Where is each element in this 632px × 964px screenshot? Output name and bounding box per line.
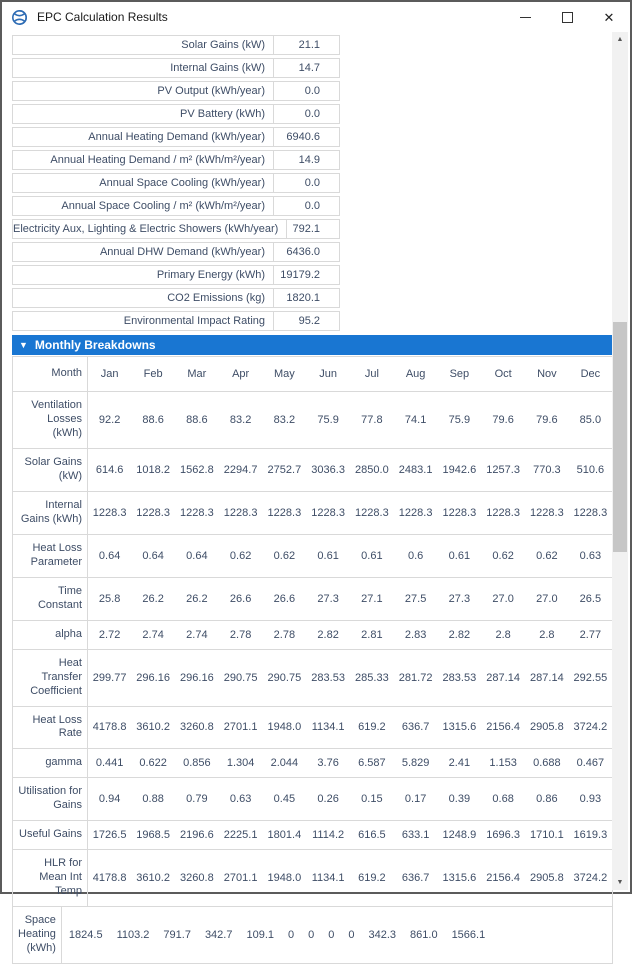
monthly-cell: 0.79 — [186, 793, 208, 806]
monthly-row-label: Heat Loss Parameter — [13, 534, 88, 577]
summary-row-label: Electricity Aux, Lighting & Electric Showers (kWh/year) — [13, 223, 279, 235]
monthly-cell: 1968.5 — [136, 829, 170, 842]
summary-row-value: 0.0 — [304, 108, 320, 120]
summary-table — [12, 35, 613, 331]
monthly-row-label: Heat Loss Rate — [13, 706, 88, 749]
monthly-cell: 0 — [348, 929, 355, 942]
monthly-cell: 0.94 — [98, 793, 121, 806]
title-bar[interactable] — [2, 2, 630, 32]
summary-row-label: CO2 Emissions (kg) — [167, 292, 265, 304]
monthly-cell: 0.26 — [317, 793, 339, 806]
monthly-cell: 616.5 — [358, 829, 386, 842]
monthly-cell: 2850.0 — [355, 463, 389, 476]
monthly-cell: 26.6 — [273, 592, 296, 605]
monthly-cell: 0.63 — [579, 549, 602, 562]
month-header: Jan — [100, 367, 119, 380]
monthly-cell: 2.8 — [539, 628, 555, 641]
monthly-cell: 1566.1 — [451, 929, 486, 942]
collapse-icon: ▼ — [19, 340, 28, 350]
month-header: Nov — [537, 367, 557, 380]
monthly-row-label: Heat Transfer Coefficient — [13, 649, 88, 706]
monthly-cell: 0.86 — [536, 793, 558, 806]
scroll-down-icon: ▼ — [616, 879, 624, 886]
monthly-row-label: gamma — [13, 749, 88, 778]
monthly-cell: 79.6 — [492, 413, 514, 426]
close-icon: ✕ — [603, 9, 615, 25]
monthly-cell: 4178.8 — [92, 872, 127, 885]
summary-row-value: 14.7 — [298, 62, 320, 74]
space-heating-table — [12, 907, 613, 964]
monthly-cell: 0.64 — [186, 549, 208, 562]
monthly-cell: 79.6 — [536, 413, 558, 426]
monthly-cell: 1103.2 — [116, 929, 150, 942]
monthly-cell: 26.2 — [186, 592, 208, 605]
month-header: Mar — [187, 367, 207, 380]
summary-row-value: 19179.2 — [280, 269, 320, 281]
monthly-row-label: Time Constant — [13, 577, 88, 620]
monthly-cell: 83.2 — [273, 413, 296, 426]
summary-row-label: Internal Gains (kW) — [170, 62, 265, 74]
monthly-cell: 1726.5 — [92, 829, 127, 842]
monthly-cell: 4178.8 — [92, 721, 127, 734]
summary-row-label: Environmental Impact Rating — [123, 315, 265, 327]
monthly-cell: 1824.5 — [68, 929, 103, 942]
monthly-cell: 2.74 — [186, 628, 208, 641]
monthly-cell: 88.6 — [142, 413, 164, 426]
monthly-row-label: Useful Gains — [13, 821, 88, 850]
monthly-cell: 1228.3 — [442, 506, 477, 519]
monthly-cell: 74.1 — [404, 413, 427, 426]
monthly-cell: 2752.7 — [267, 463, 302, 476]
monthly-cell: 0.39 — [448, 793, 471, 806]
monthly-cell: 290.75 — [267, 671, 302, 684]
monthly-cell: 1228.3 — [530, 506, 564, 519]
summary-row-label: PV Output (kWh/year) — [157, 85, 265, 97]
monthly-cell: 27.0 — [492, 592, 514, 605]
section-title: Monthly Breakdowns — [34, 338, 156, 352]
monthly-cell: 85.0 — [579, 413, 602, 426]
summary-row — [12, 58, 340, 78]
monthly-cell: 292.55 — [573, 671, 608, 684]
monthly-cell: 1228.3 — [267, 506, 302, 519]
monthly-cell: 0.62 — [536, 549, 558, 562]
monthly-cell: 0.62 — [273, 549, 296, 562]
window-title: EPC Calculation Results — [37, 10, 168, 24]
monthly-row — [13, 620, 613, 649]
monthly-row-label: Ventilation Losses (kWh) — [13, 391, 88, 448]
monthly-cell: 77.8 — [361, 413, 383, 426]
monthly-row — [13, 749, 613, 778]
summary-row-label: PV Battery (kWh) — [180, 108, 265, 120]
monthly-cell: 1619.3 — [573, 829, 608, 842]
monthly-cell: 0.64 — [98, 549, 121, 562]
monthly-cell: 2.8 — [495, 628, 511, 641]
monthly-cell: 27.1 — [361, 592, 383, 605]
month-corner-label: Month — [13, 357, 88, 392]
monthly-cell: 3610.2 — [136, 721, 170, 734]
monthly-cell: 636.7 — [401, 721, 430, 734]
monthly-row — [13, 448, 613, 491]
monthly-cell: 614.6 — [95, 463, 124, 476]
summary-row-value: 0.0 — [304, 85, 320, 97]
summary-row — [12, 311, 340, 331]
monthly-cell: 2225.1 — [223, 829, 258, 842]
summary-row-value: 95.2 — [298, 315, 320, 327]
monthly-cell: 0.61 — [361, 549, 383, 562]
scroll-up-icon: ▲ — [616, 36, 624, 43]
monthly-row-label: Internal Gains (kWh) — [13, 491, 88, 534]
monthly-cell: 2905.8 — [530, 721, 564, 734]
summary-row-label: Primary Energy (kWh) — [156, 269, 265, 281]
monthly-cell: 1228.3 — [355, 506, 389, 519]
maximize-icon — [562, 12, 573, 23]
summary-row-value: 6940.6 — [286, 131, 320, 143]
monthly-cell: 510.6 — [576, 463, 605, 476]
monthly-cell: 0.467 — [576, 757, 605, 770]
vertical-scrollbar[interactable] — [612, 32, 628, 890]
month-header: Jun — [319, 367, 337, 380]
monthly-cell: 1228.3 — [486, 506, 520, 519]
monthly-cell: 1942.6 — [442, 463, 477, 476]
monthly-cell: 285.33 — [355, 671, 389, 684]
monthly-row-label: Space Heating (kWh) — [13, 907, 62, 963]
monthly-cell: 619.2 — [358, 872, 386, 885]
summary-row — [12, 219, 340, 239]
monthly-cell: 3724.2 — [573, 721, 608, 734]
monthly-table — [12, 356, 613, 907]
month-header: Oct — [494, 367, 512, 380]
monthly-cell: 0.6 — [407, 549, 424, 562]
monthly-cell: 0.62 — [229, 549, 252, 562]
summary-row-label: Annual Space Cooling / m² (kWh/m²/year) — [61, 200, 265, 212]
monthly-cell: 27.3 — [448, 592, 471, 605]
monthly-cell: 1228.3 — [180, 506, 214, 519]
monthly-cell: 791.7 — [163, 929, 191, 942]
monthly-row — [13, 391, 613, 448]
monthly-cell: 299.77 — [92, 671, 127, 684]
monthly-cell: 0 — [308, 929, 315, 942]
monthly-cell: 109.1 — [246, 929, 274, 942]
monthly-cell: 1134.1 — [311, 872, 345, 885]
monthly-cell: 2.77 — [579, 628, 602, 641]
monthly-cell: 0.88 — [142, 793, 164, 806]
monthly-cell: 27.3 — [317, 592, 339, 605]
monthly-cell: 0.63 — [229, 793, 252, 806]
monthly-breakdowns-header[interactable] — [12, 335, 613, 355]
summary-row-label: Annual Space Cooling (kWh/year) — [99, 177, 265, 189]
monthly-cell: 1315.6 — [442, 872, 477, 885]
monthly-cell: 0.61 — [448, 549, 471, 562]
monthly-cell: 2701.1 — [223, 721, 258, 734]
monthly-cell: 1228.3 — [92, 506, 127, 519]
monthly-cell: 3724.2 — [573, 872, 608, 885]
monthly-row — [13, 534, 613, 577]
maximize-button[interactable] — [546, 2, 588, 32]
monthly-cell: 283.53 — [442, 671, 477, 684]
summary-row — [12, 81, 340, 101]
summary-row — [12, 173, 340, 193]
monthly-cell: 1562.8 — [180, 463, 214, 476]
monthly-cell: 26.5 — [579, 592, 602, 605]
summary-row-value: 0.0 — [304, 200, 320, 212]
monthly-cell: 1315.6 — [442, 721, 477, 734]
month-header: Apr — [232, 367, 250, 380]
monthly-cell: 2.82 — [448, 628, 471, 641]
summary-row-value: 6436.0 — [286, 246, 320, 258]
summary-row-label: Annual Heating Demand / m² (kWh/m²/year) — [50, 154, 265, 166]
monthly-cell: 296.16 — [136, 671, 170, 684]
content-area — [4, 32, 613, 964]
monthly-cell: 0.688 — [533, 757, 561, 770]
monthly-cell: 2.41 — [448, 757, 471, 770]
scrollbar-thumb[interactable] — [613, 322, 627, 552]
month-header: Jul — [364, 367, 379, 380]
monthly-cell: 3260.8 — [180, 872, 214, 885]
monthly-cell: 1134.1 — [311, 721, 345, 734]
monthly-cell: 0 — [328, 929, 335, 942]
monthly-cell: 1248.9 — [442, 829, 477, 842]
monthly-cell: 2.044 — [270, 757, 299, 770]
monthly-cell: 2156.4 — [486, 721, 520, 734]
monthly-cell: 2156.4 — [486, 872, 520, 885]
monthly-cell: 0.15 — [361, 793, 383, 806]
summary-row-value: 792.1 — [292, 223, 320, 235]
summary-row-value: 0.0 — [304, 177, 320, 189]
monthly-cell: 25.8 — [98, 592, 121, 605]
monthly-cell: 1114.2 — [312, 829, 345, 842]
minimize-icon — [520, 17, 531, 18]
monthly-cell: 1228.3 — [136, 506, 170, 519]
summary-row — [12, 35, 340, 55]
monthly-cell: 0.441 — [95, 757, 124, 770]
monthly-cell: 287.14 — [530, 671, 564, 684]
monthly-cell: 287.14 — [486, 671, 520, 684]
window-controls — [504, 2, 630, 32]
month-header: May — [273, 367, 295, 380]
month-header: Sep — [449, 367, 470, 380]
month-header: Dec — [580, 367, 601, 380]
monthly-cell: 0.856 — [183, 757, 211, 770]
monthly-cell: 1.304 — [226, 757, 255, 770]
monthly-cell: 2.78 — [229, 628, 252, 641]
monthly-cell: 861.0 — [410, 929, 438, 942]
monthly-cell: 342.3 — [368, 929, 397, 942]
monthly-cell: 2.81 — [361, 628, 383, 641]
monthly-cell: 296.16 — [180, 671, 214, 684]
monthly-cell: 619.2 — [358, 721, 386, 734]
monthly-row — [13, 649, 613, 706]
monthly-cell: 2.72 — [98, 628, 121, 641]
monthly-cell: 2.82 — [317, 628, 339, 641]
monthly-cell: 1257.3 — [486, 463, 520, 476]
monthly-cell: 6.587 — [358, 757, 386, 770]
monthly-cell: 0.17 — [404, 793, 427, 806]
monthly-cell: 0.62 — [492, 549, 514, 562]
monthly-cell: 0.68 — [492, 793, 514, 806]
scroll-down-button[interactable] — [612, 875, 628, 890]
monthly-cell: 26.2 — [142, 592, 164, 605]
monthly-cell: 281.72 — [398, 671, 433, 684]
summary-row-value: 1820.1 — [286, 292, 320, 304]
month-header: Aug — [405, 367, 426, 380]
monthly-row-label: HLR for Mean Int Temp — [13, 850, 88, 907]
monthly-row-label: Utilisation for Gains — [13, 778, 88, 821]
monthly-cell: 3260.8 — [180, 721, 214, 734]
app-logo-icon — [11, 9, 28, 26]
scroll-up-button[interactable] — [612, 32, 628, 47]
monthly-cell: 27.0 — [536, 592, 558, 605]
monthly-cell: 342.7 — [204, 929, 233, 942]
monthly-cell: 1710.1 — [530, 829, 564, 842]
monthly-cell: 1228.3 — [573, 506, 608, 519]
monthly-cell: 3036.3 — [311, 463, 345, 476]
monthly-row — [13, 821, 613, 850]
monthly-cell: 1018.2 — [136, 463, 170, 476]
monthly-cell: 75.9 — [317, 413, 339, 426]
summary-row-label: Annual Heating Demand (kWh/year) — [88, 131, 265, 143]
monthly-row — [13, 850, 613, 907]
filler-cell — [492, 907, 612, 963]
monthly-cell: 83.2 — [229, 413, 252, 426]
monthly-cell: 1228.3 — [311, 506, 345, 519]
monthly-header-row — [13, 357, 613, 392]
monthly-row — [13, 778, 613, 821]
summary-row — [12, 127, 340, 147]
monthly-cell: 290.75 — [223, 671, 258, 684]
month-header: Feb — [143, 367, 163, 380]
monthly-cell: 1228.3 — [223, 506, 258, 519]
monthly-cell: 3.76 — [317, 757, 339, 770]
monthly-cell: 2.74 — [142, 628, 164, 641]
monthly-cell: 770.3 — [533, 463, 561, 476]
summary-row — [12, 288, 340, 308]
monthly-cell: 1696.3 — [486, 829, 520, 842]
monthly-row-label: alpha — [13, 620, 88, 649]
close-button[interactable] — [588, 2, 630, 32]
monthly-cell: 92.2 — [98, 413, 121, 426]
summary-row — [12, 242, 340, 262]
monthly-cell: 633.1 — [401, 829, 430, 842]
monthly-cell: 0.93 — [579, 793, 602, 806]
monthly-cell: 26.6 — [229, 592, 252, 605]
space-heating-row — [13, 907, 613, 963]
monthly-cell: 1801.4 — [267, 829, 302, 842]
monthly-cell: 3610.2 — [136, 872, 170, 885]
monthly-cell: 2701.1 — [223, 872, 258, 885]
monthly-cell: 2196.6 — [180, 829, 214, 842]
monthly-row — [13, 577, 613, 620]
summary-row-value: 21.1 — [298, 39, 320, 51]
monthly-cell: 2.83 — [404, 628, 427, 641]
monthly-cell: 75.9 — [448, 413, 471, 426]
monthly-cell: 1.153 — [489, 757, 517, 770]
summary-row-label: Annual DHW Demand (kWh/year) — [99, 246, 265, 258]
minimize-button[interactable] — [504, 2, 546, 32]
monthly-row — [13, 491, 613, 534]
monthly-cell: 88.6 — [186, 413, 208, 426]
monthly-cell: 1948.0 — [267, 721, 302, 734]
summary-row — [12, 196, 340, 216]
monthly-row — [13, 706, 613, 749]
monthly-cell: 2483.1 — [398, 463, 433, 476]
monthly-row-label: Solar Gains (kW) — [13, 448, 88, 491]
monthly-cell: 2294.7 — [223, 463, 258, 476]
monthly-cell: 1948.0 — [267, 872, 302, 885]
monthly-cell: 2905.8 — [530, 872, 564, 885]
monthly-cell: 27.5 — [404, 592, 427, 605]
monthly-cell: 0.61 — [317, 549, 339, 562]
monthly-cell: 0.64 — [142, 549, 164, 562]
monthly-cell: 283.53 — [311, 671, 345, 684]
summary-row — [12, 150, 340, 170]
monthly-cell: 0 — [288, 929, 295, 942]
monthly-cell: 2.78 — [273, 628, 296, 641]
monthly-cell: 636.7 — [401, 872, 430, 885]
summary-row — [12, 265, 340, 285]
summary-row-label: Solar Gains (kW) — [181, 39, 265, 51]
monthly-cell: 0.45 — [273, 793, 296, 806]
monthly-cell: 5.829 — [401, 757, 430, 770]
monthly-cell: 1228.3 — [398, 506, 433, 519]
monthly-cell: 0.622 — [139, 757, 167, 770]
summary-row — [12, 104, 340, 124]
summary-row-value: 14.9 — [298, 154, 320, 166]
